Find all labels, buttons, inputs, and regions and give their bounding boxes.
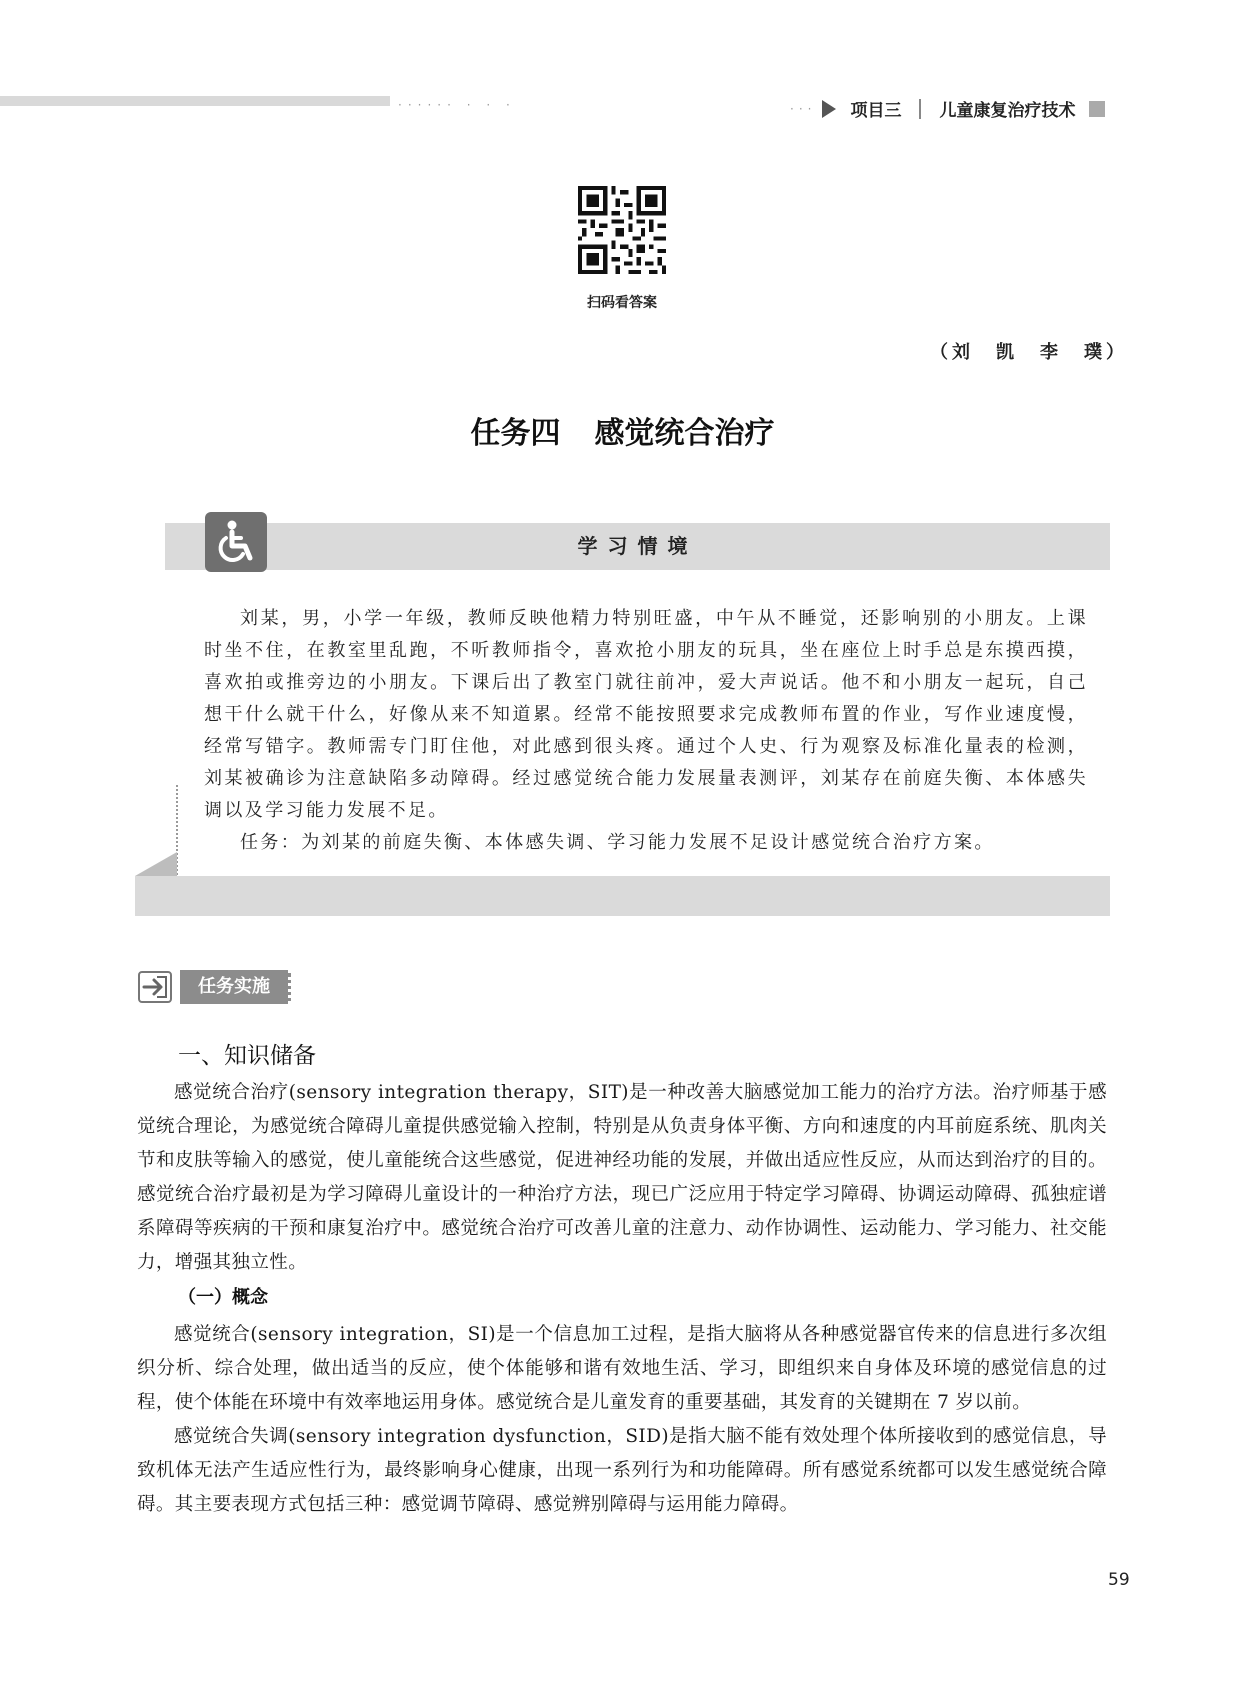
situation-task: 任务：为刘某的前庭失衡、本体感失调、学习能力发展不足设计感觉统合治疗方案。 xyxy=(240,832,995,853)
header-dots: ··· xyxy=(790,101,817,116)
header-course: 儿童康复治疗技术 xyxy=(939,101,1076,121)
header-decor-bar xyxy=(0,96,390,106)
page-title xyxy=(0,408,1245,452)
header-arrow-icon xyxy=(822,100,836,118)
task-name: 感觉统合治疗 xyxy=(594,416,775,451)
section-intro xyxy=(137,1076,1107,1280)
header-decor-dots: ······ · · · xyxy=(398,98,516,112)
header-separator xyxy=(919,99,921,119)
qr-code-icon[interactable] xyxy=(578,186,666,274)
concept-paragraph-sid: 感觉统合失调(sensory integration dysfunction，SID)是指大脑不能有效处理个体所接收到的感觉信息，导致机体无法产生适应性行为，最终影响身心健康，出现一系列行为和功能障碍。所有感觉系统都可以发生感觉统合障碍。其主要表现方式包括三种：感觉调节障碍、感觉辨别障碍与运用能力障碍。 xyxy=(137,1426,1107,1515)
situation-bottom-bar xyxy=(135,876,1110,916)
header-project: 项目三 xyxy=(850,101,902,121)
concept-text xyxy=(137,1318,1107,1522)
concept-paragraph-si: 感觉统合(sensory integration，SI)是一个信息加工过程，是指大脑将从各种感觉器官传来的信息进行多次组织分析、综合处理，做出适当的反应，使个体能够和谐有效地生活、学习，即组织来自身体及环境的感觉信息的过程，使个体能在环境中有效率地运用身体。感觉统合是儿童发育的重要基础，其发育的关键期在 7 岁以前。 xyxy=(137,1324,1107,1413)
qr-caption: 扫码看答案 xyxy=(587,295,657,311)
page-number: 59 xyxy=(1108,1570,1130,1590)
section-heading: 一、知识储备 xyxy=(178,1043,316,1069)
situation-paragraph: 刘某，男，小学一年级，教师反映他精力特别旺盛，中午从不睡觉，还影响别的小朋友。上课时坐不住，在教室里乱跑，不听教师指令，喜欢抢小朋友的玩具，坐在座位上时手总是东摸西摸，喜欢拍或推旁边的小朋友。下课后出了教室门就往前冲，爱大声说话。他不和小朋友一起玩，自己想干什么就干什么，好像从来不知道累。经常不能按照要求完成教师布置的作业，写作业速度慢，经常写错字。教师需专门盯住他，对此感到很头疼。通过个人史、行为观察及标准化量表的检测，刘某被确诊为注意缺陷多动障碍。经过感觉统合能力发展量表测评，刘某存在前庭失衡、本体感失调以及学习能力发展不足。 xyxy=(204,608,1088,821)
authors: （刘 凯 李 璞） xyxy=(930,342,1128,363)
situation-corner xyxy=(135,852,177,876)
situation-text xyxy=(204,603,1088,859)
situation-title: 学习情境 xyxy=(577,534,698,558)
header-square-icon xyxy=(1089,101,1105,117)
implementation-label: 任务实施 xyxy=(180,970,291,1004)
implementation-badge xyxy=(138,970,291,1004)
task-number: 任务四 xyxy=(470,416,561,451)
enter-arrow-icon xyxy=(138,971,172,1003)
intro-paragraph: 感觉统合治疗(sensory integration therapy，SIT)是一种改善大脑感觉加工能力的治疗方法。治疗师基于感觉统合理论，为感觉统合障碍儿童提供感觉输入控制，特别是从负责身体平衡、方向和速度的内耳前庭系统、肌肉关节和皮肤等输入的感觉，使儿童能统合这些感觉，促进神经功能的发展，并做出适应性反应，从而达到治疗的目的。感觉统合治疗最初是为学习障碍儿童设计的一种治疗方法，现已广泛应用于特定学习障碍、协调运动障碍、孤独症谱系障碍等疾病的干预和康复治疗中。感觉统合治疗可改善儿童的注意力、动作协调性、运动能力、学习能力、社交能力，增强其独立性。 xyxy=(137,1082,1107,1273)
subsection-heading: （一）概念 xyxy=(178,1287,268,1308)
running-header xyxy=(790,96,1105,121)
